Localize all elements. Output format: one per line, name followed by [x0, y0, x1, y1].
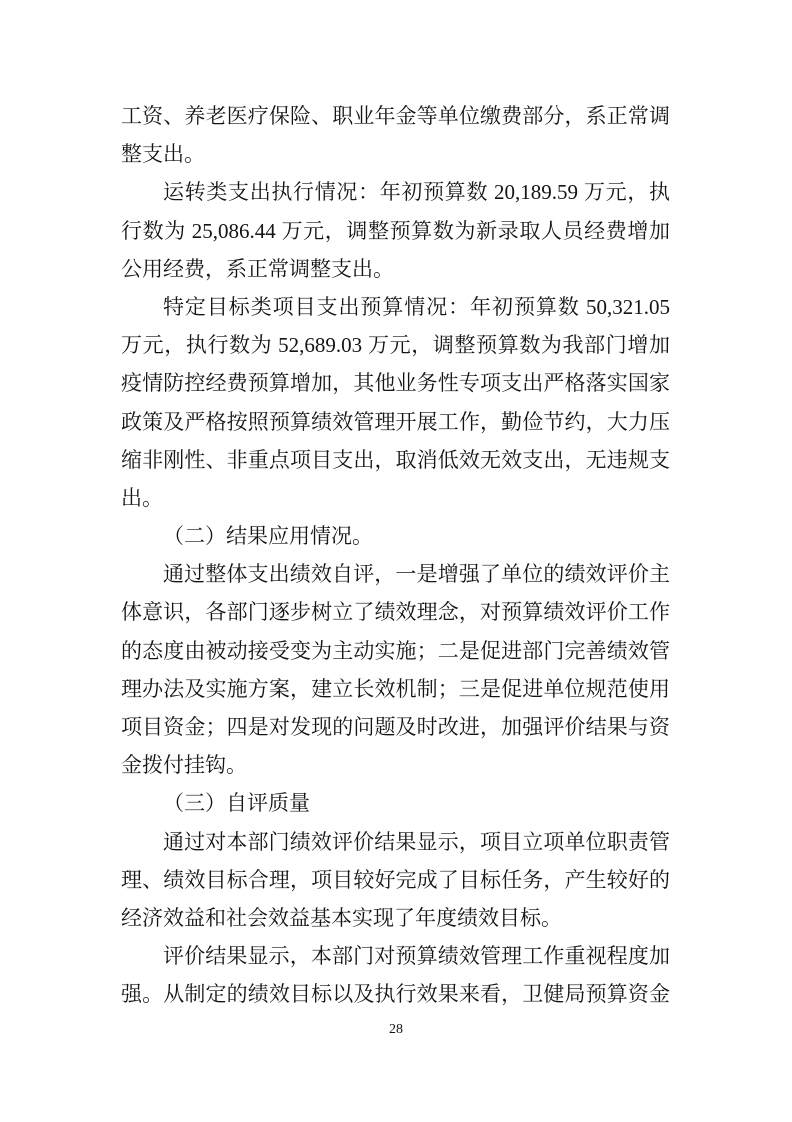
- text-line: 出。: [121, 485, 163, 510]
- text-line: 理办法及实施方案，建立长效机制；三是促进单位规范使用: [121, 676, 670, 701]
- page-number: 28: [389, 1022, 403, 1037]
- text-line: 工资、养老医疗保险、职业年金等单位缴费部分，系正常调: [121, 104, 670, 128]
- text-line: 经济效益和社会效益基本实现了年度绩效目标。: [121, 905, 562, 930]
- text-line: 政策及严格按照预算绩效管理开展工作，勤俭节约，大力压: [121, 409, 670, 434]
- text-line: 的态度由被动接受变为主动实施；二是促进部门完善绩效管: [121, 638, 670, 663]
- text-line: 理、绩效目标合理，项目较好完成了目标任务，产生较好的: [121, 867, 670, 892]
- document-body: [121, 97, 670, 1014]
- text-line: （三）自评质量: [163, 791, 310, 816]
- text-line: （二）结果应用情况。: [163, 524, 373, 549]
- text-line: 通过整体支出绩效自评，一是增强了单位的绩效评价主: [163, 562, 670, 587]
- text-line: 缩非刚性、非重点项目支出，取消低效无效支出，无违规支: [121, 447, 670, 472]
- text-line: 评价结果显示，本部门对预算绩效管理工作重视程度加: [163, 944, 670, 969]
- text-line: 项目资金；四是对发现的问题及时改进，加强评价结果与资: [121, 715, 670, 739]
- text-line: 公用经费，系正常调整支出。: [121, 256, 394, 281]
- text-line: 特定目标类项目支出预算情况：年初预算数 50,321.05: [163, 294, 670, 319]
- text-line: 体意识，各部门逐步树立了绩效理念，对预算绩效评价工作: [121, 600, 670, 625]
- text-line: 通过对本部门绩效评价结果显示，项目立项单位职责管: [163, 829, 670, 854]
- text-line: 整支出。: [121, 142, 205, 167]
- text-line: 疫情防控经费预算增加，其他业务性专项支出严格落实国家: [121, 371, 670, 396]
- text-line: 万元，执行数为 52,689.03 万元，调整预算数为我部门增加: [121, 333, 670, 358]
- text-line: 行数为 25,086.44 万元，调整预算数为新录取人员经费增加: [121, 218, 670, 243]
- text-line: 强。从制定的绩效目标以及执行效果来看，卫健局预算资金: [121, 982, 670, 1007]
- text-line: 运转类支出执行情况：年初预算数 20,189.59 万元，执: [163, 180, 670, 205]
- text-line: 金拨付挂钩。: [121, 753, 247, 778]
